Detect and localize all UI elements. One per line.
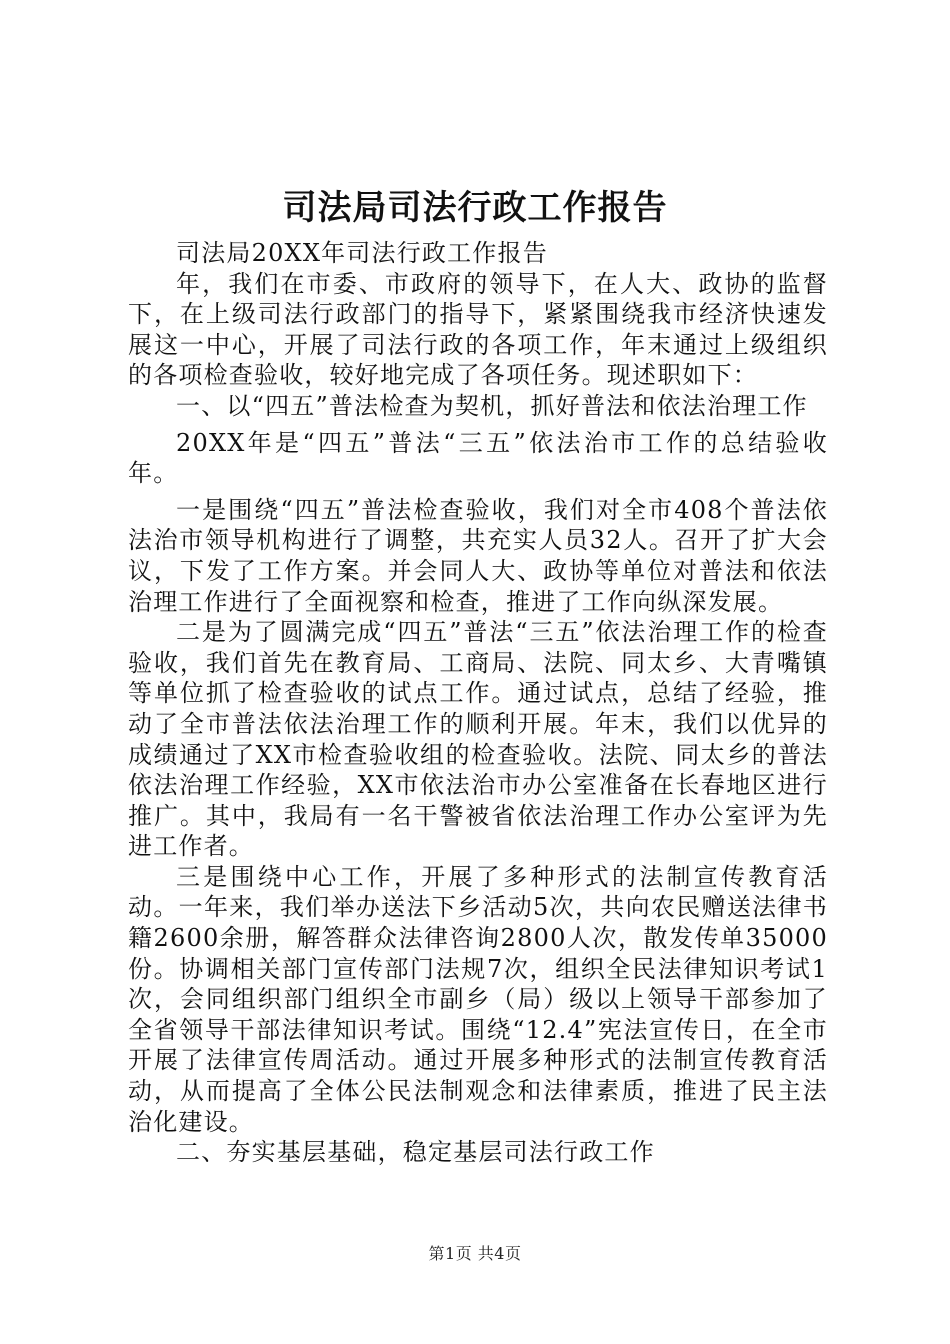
section-heading-2: 二、夯实基层基础，稳定基层司法行政工作 <box>176 1138 655 1167</box>
paragraph-point-three: 三是围绕中心工作，开展了多种形式的法制宣传教育活动。一年来，我们举办送法下乡活动5次，共向农民赠送法律书籍2600余册，解答群众法律咨询2800人次，散发传单35000份。协调相关部门宣传部门法规7次，组织全民法律知识考试1次，会同组织部门组织全市副乡（局）级以上领导干部参加了全省领导干部法律知识考试。围绕“12.4”宪法宣传日，在全市开展了法律宣传周活动。通过开展多种形式的法制宣传教育活动，从而提高了全体公民法制观念和法律素质，推进了民主法治化建设。 <box>128 862 828 1136</box>
page-footer: 第1页 共4页 <box>428 1244 522 1263</box>
paragraph-point-one: 一是围绕“四五”普法检查验收，我们对全市408个普法依法治市领导机构进行了调整，共充实人员32人。召开了扩大会议，下发了工作方案。并会同人大、政协等单位对普法和依法治理工作进行了全面视察和检查，推进了工作向纵深发展。 <box>128 495 828 616</box>
section-heading-1: 一、以“四五”普法检查为契机，抓好普法和依法治理工作 <box>176 391 808 420</box>
document-title: 司法局司法行政工作报告 <box>282 188 668 228</box>
intro-paragraph: 年，我们在市委、市政府的领导下，在人大、政协的监督下，在上级司法行政部门的指导下，紧紧围绕我市经济快速发展这一中心，开展了司法行政的各项工作，年末通过上级组织的各项检查验收，较好地完成了各项任务。现述职如下： <box>128 269 828 390</box>
subtitle-paragraph: 司法局20XX年司法行政工作报告 <box>176 239 548 267</box>
document-body <box>128 238 828 1168</box>
paragraph-summary-year: 20XX年是“四五”普法“三五”依法治市工作的总结验收年。 <box>128 428 828 488</box>
paragraph-point-two: 二是为了圆满完成“四五”普法“三五”依法治理工作的检查验收，我们首先在教育局、工商局、法院、同太乡、大青嘴镇等单位抓了检查验收的试点工作。通过试点，总结了经验，推动了全市普法依法治理工作的顺利开展。年末，我们以优异的成绩通过了XX市检查验收组的检查验收。法院、同太乡的普法依法治理工作经验，XX市依法治市办公室准备在长春地区进行推广。其中，我局有一名干警被省依法治理工作办公室评为先进工作者。 <box>128 618 828 861</box>
